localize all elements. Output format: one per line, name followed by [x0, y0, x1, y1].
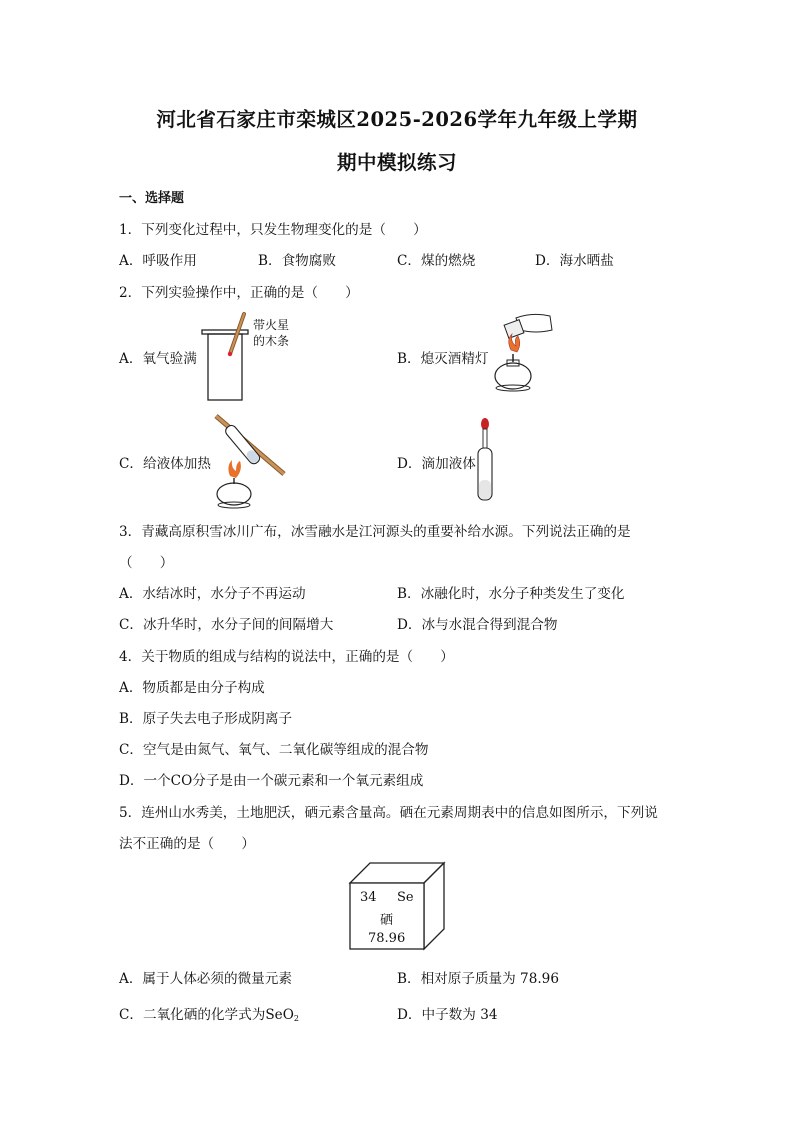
element-name: 硒 — [380, 913, 394, 928]
question-5-option-b[interactable]: B．相对原子质量为 78.96 — [397, 971, 559, 987]
question-3-option-c[interactable]: C．冰升华时，水分子间的间隔增大 — [119, 617, 334, 633]
document-title-line2: 期中模拟练习 — [336, 151, 457, 174]
question-4-option-c[interactable]: C．空气是由氮气、氧气、二氧化碳等组成的混合物 — [119, 742, 429, 758]
question-4-option-a[interactable]: A．物质都是由分子构成 — [119, 680, 265, 696]
question-3-stem-line1: 3．青藏高原积雪冰川广布，冰雪融水是江河源头的重要补给水源。下列说法正确的是 — [119, 524, 631, 540]
question-2-option-c[interactable]: C．给液体加热 — [119, 456, 211, 472]
question-5-option-c-text: C．二氧化硒的化学式为SeO — [119, 1007, 294, 1023]
question-4-option-d[interactable]: D．一个CO分子是由一个碳元素和一个氧元素组成 — [119, 773, 424, 789]
question-3-stem-line2: （ ） — [119, 555, 174, 571]
formula-subscript: 2 — [293, 1014, 299, 1023]
element-symbol: Se — [397, 890, 414, 905]
question-1-option-d[interactable]: D．海水晒盐 — [535, 253, 614, 269]
question-5-stem-line1: 5．连州山水秀美，土地肥沃，硒元素含量高。硒在元素周期表中的信息如图所示，下列说 — [119, 805, 658, 821]
question-2-option-d[interactable]: D．滴加液体 — [397, 456, 476, 472]
question-1-stem: 1．下列变化过程中，只发生物理变化的是（ ） — [119, 222, 427, 238]
question-4-option-b[interactable]: B．原子失去电子形成阴离子 — [119, 711, 293, 727]
question-2-stem: 2．下列实验操作中，正确的是（ ） — [119, 285, 359, 301]
dropping-liquid-figure — [474, 418, 500, 504]
element-atomic-number: 34 — [360, 890, 377, 905]
heating-liquid-figure — [208, 414, 292, 510]
question-5-stem-line2: 法不正确的是（ ） — [119, 836, 255, 852]
question-1-option-c[interactable]: C．煤的燃烧 — [397, 253, 476, 269]
question-4-stem: 4．关于物质的组成与结构的说法中，正确的是（ ） — [119, 649, 454, 665]
question-1-option-a[interactable]: A．呼吸作用 — [119, 253, 197, 269]
question-1-option-b[interactable]: B．食物腐败 — [258, 253, 336, 269]
splint-label-line1: 带火星 — [253, 318, 290, 332]
alcohol-lamp-cap-figure — [486, 310, 558, 394]
element-atomic-mass: 78.96 — [368, 931, 406, 946]
question-3-option-b[interactable]: B．冰融化时，水分子种类发生了变化 — [397, 586, 625, 602]
question-5-option-c[interactable] — [119, 1003, 299, 1023]
question-3-option-a[interactable]: A．水结冰时，水分子不再运动 — [119, 586, 306, 602]
document-title-line1: 河北省石家庄市栾城区2025-2026学年九年级上学期 — [156, 108, 638, 131]
question-5-option-a[interactable]: A．属于人体必须的微量元素 — [119, 971, 292, 987]
question-3-option-d[interactable]: D．冰与水混合得到混合物 — [397, 617, 558, 633]
splint-label-line2: 的木条 — [253, 334, 290, 348]
section-heading: 一、选择题 — [119, 191, 185, 206]
question-5-option-d[interactable]: D．中子数为 34 — [397, 1007, 498, 1023]
question-2-option-a[interactable]: A．氧气验满 — [119, 351, 197, 367]
question-2-option-b[interactable]: B．熄灭酒精灯 — [397, 351, 489, 367]
